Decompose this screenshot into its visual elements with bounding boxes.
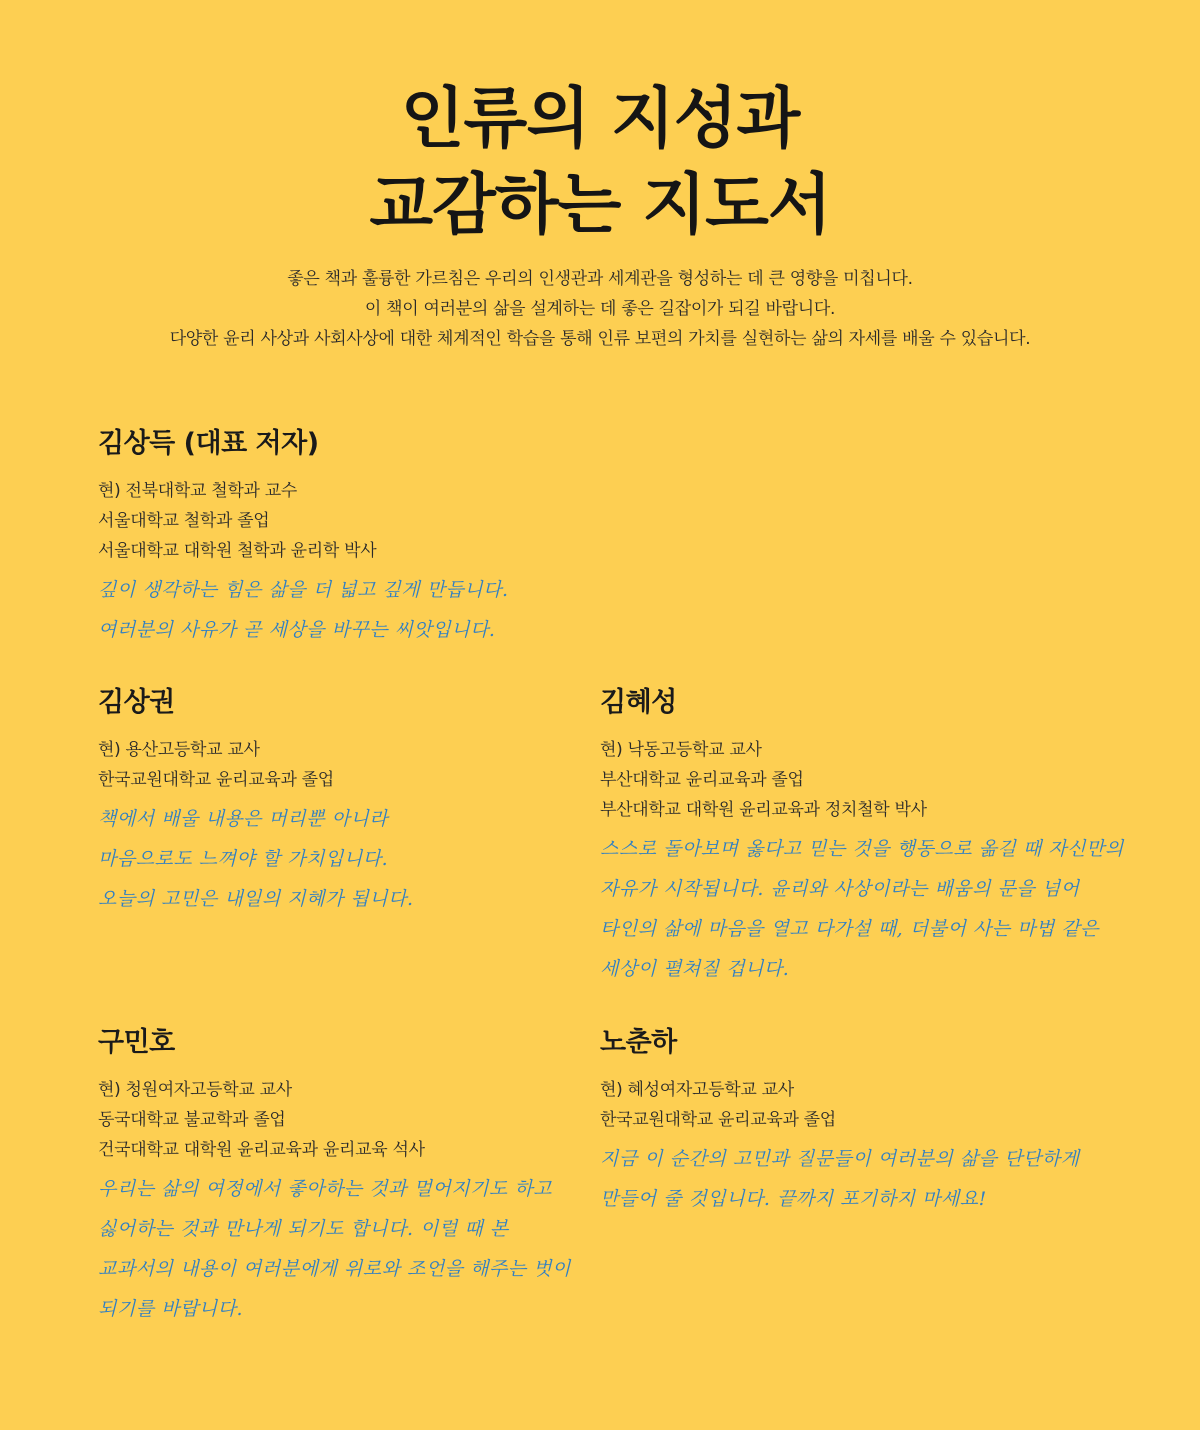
quote-line: 되기를 바랍니다.	[98, 1298, 244, 1320]
quote-line: 지금 이 순간의 고민과 질문들이 여러분의 삶을 단단하게	[600, 1148, 1080, 1170]
author-quote	[98, 1169, 571, 1329]
intro-text	[0, 264, 1200, 354]
credential-item: 부산대학교 대학원 윤리교육과 정치철학 박사	[600, 800, 927, 820]
author-name: 구민호	[98, 1027, 175, 1058]
quote-line: 마음으로도 느껴야 할 가치입니다.	[98, 848, 389, 870]
author-card-kim-hyeseong	[600, 683, 1124, 989]
quote-line: 싫어하는 것과 만나게 되기도 합니다. 이럴 때 본	[98, 1218, 509, 1240]
credential-item: 부산대학교 윤리교육과 졸업	[600, 770, 804, 790]
quote-line: 타인의 삶에 마음을 열고 다가설 때, 더불어 사는 마법 같은	[600, 918, 1100, 940]
author-card-gu-minho	[98, 1023, 571, 1329]
quote-line: 깊이 생각하는 힘은 삶을 더 넓고 깊게 만듭니다.	[98, 579, 509, 601]
credential-item: 현) 낙동고등학교 교사	[600, 740, 762, 760]
quote-line: 자유가 시작됩니다. 윤리와 사상이라는 배움의 문을 넘어	[600, 878, 1080, 900]
credential-item: 서울대학교 대학원 철학과 윤리학 박사	[98, 541, 377, 561]
page-title-line-1: 인류의 지성과	[400, 80, 800, 157]
quote-line: 세상이 펼쳐질 겁니다.	[600, 958, 790, 980]
author-name: 노춘하	[600, 1027, 677, 1058]
quote-line: 교과서의 내용이 여러분에게 위로와 조언을 해주는 벗이	[98, 1258, 571, 1280]
credential-item: 현) 혜성여자고등학교 교사	[600, 1080, 794, 1100]
author-card-kim-sangkwon	[98, 683, 558, 919]
author-credentials	[98, 1075, 568, 1165]
credential-item: 현) 청원여자고등학교 교사	[98, 1080, 292, 1100]
author-quote	[98, 799, 558, 919]
quote-line: 오늘의 고민은 내일의 지혜가 됩니다.	[98, 888, 414, 910]
intro-line-1: 좋은 책과 훌륭한 가르침은 우리의 인생관과 세계관을 형성하는 데 큰 영향을 미칩니다.	[287, 269, 913, 289]
quote-line: 우리는 삶의 여정에서 좋아하는 것과 멀어지기도 하고	[98, 1178, 553, 1200]
author-credentials	[600, 735, 1120, 825]
author-name: 김상권	[98, 687, 175, 718]
author-quote	[600, 1139, 1120, 1219]
credential-item: 현) 용산고등학교 교사	[98, 740, 260, 760]
author-quote	[600, 829, 1124, 989]
author-quote	[98, 570, 798, 650]
quote-line: 스스로 돌아보며 옳다고 믿는 것을 행동으로 옮길 때 자신만의	[600, 838, 1124, 860]
author-credentials	[98, 735, 558, 795]
credential-item: 한국교원대학교 윤리교육과 졸업	[98, 770, 334, 790]
quote-line: 여러분의 사유가 곧 세상을 바꾸는 씨앗입니다.	[98, 619, 496, 641]
credential-item: 현) 전북대학교 철학과 교수	[98, 481, 297, 501]
author-credentials	[98, 476, 798, 566]
intro-line-3: 다양한 윤리 사상과 사회사상에 대한 체계적인 학습을 통해 인류 보편의 가치를 실현하는 삶의 자세를 배울 수 있습니다.	[169, 329, 1031, 349]
author-name: 김상득 (대표 저자)	[98, 428, 319, 459]
credential-item: 동국대학교 불교학과 졸업	[98, 1110, 286, 1130]
credential-item: 건국대학교 대학원 윤리교육과 윤리교육 석사	[98, 1140, 425, 1160]
intro-line-2: 이 책이 여러분의 삶을 설계하는 데 좋은 길잡이가 되길 바랍니다.	[364, 299, 836, 319]
quote-line: 책에서 배울 내용은 머리뿐 아니라	[98, 808, 389, 830]
author-credentials	[600, 1075, 1120, 1135]
quote-line: 만들어 줄 것입니다. 끝까지 포기하지 마세요!	[600, 1188, 987, 1210]
author-name: 김혜성	[600, 687, 677, 718]
credential-item: 서울대학교 철학과 졸업	[98, 511, 270, 531]
credential-item: 한국교원대학교 윤리교육과 졸업	[600, 1110, 836, 1130]
author-card-kim-sangdeuk	[98, 424, 798, 650]
author-card-no-chunha	[600, 1023, 1120, 1219]
page-title	[0, 76, 1200, 248]
page-title-line-2: 교감하는 지도서	[369, 166, 831, 243]
